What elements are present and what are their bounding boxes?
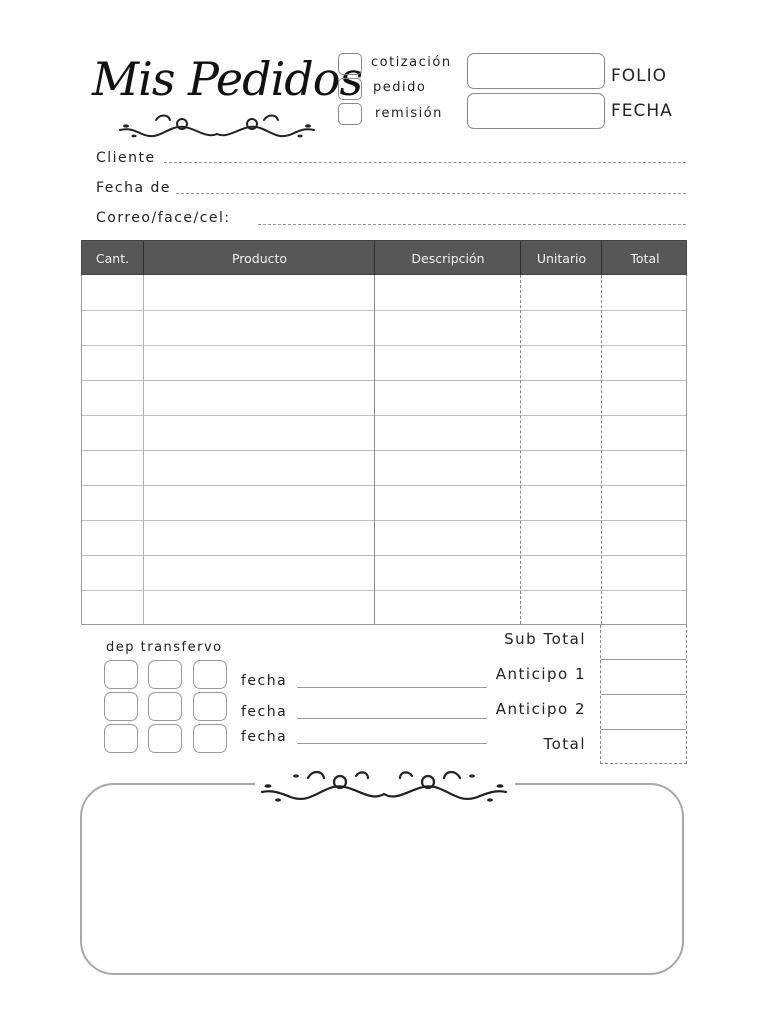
payment-checkbox[interactable] <box>148 724 182 753</box>
table-row <box>82 415 686 416</box>
payment-fecha-line[interactable] <box>297 687 487 688</box>
column-header-cant: Cant. <box>95 251 130 266</box>
flourish-ornament-icon <box>256 764 512 810</box>
table-row <box>82 450 686 451</box>
table-row <box>82 485 686 486</box>
total-label: Total <box>543 735 586 753</box>
cliente-label: Cliente <box>96 150 156 166</box>
table-row <box>82 555 686 556</box>
payment-fecha-line[interactable] <box>297 718 487 719</box>
payment-fecha-label: fecha <box>241 704 288 720</box>
payment-checkbox[interactable] <box>148 660 182 689</box>
payment-checkbox[interactable] <box>104 660 138 689</box>
folio-label: FOLIO <box>611 66 668 86</box>
payment-checkbox[interactable] <box>193 660 227 689</box>
pedido-checkbox[interactable] <box>338 78 362 100</box>
payment-checkbox[interactable] <box>148 692 182 721</box>
column-header-producto: Producto <box>143 241 375 276</box>
fecha-label: FECHA <box>611 101 673 121</box>
anticipo2-label: Anticipo 2 <box>495 700 586 718</box>
cliente-line[interactable] <box>164 162 686 163</box>
payment-checkbox[interactable] <box>104 692 138 721</box>
column-header-unitario: Unitario <box>520 241 602 276</box>
totals-row <box>601 729 686 730</box>
column-divider <box>601 275 602 624</box>
payment-checkbox[interactable] <box>193 692 227 721</box>
column-header-descripcion: Descripción <box>374 241 521 276</box>
cotizacion-label: cotización <box>371 55 452 70</box>
payment-fecha-label: fecha <box>241 729 288 745</box>
contacto-label: Correo/face/cel: <box>96 210 231 226</box>
column-divider <box>374 275 375 624</box>
contacto-line[interactable] <box>258 224 686 225</box>
totals-column[interactable] <box>600 625 687 764</box>
fecha-input[interactable] <box>467 93 605 129</box>
totals-row <box>601 694 686 695</box>
pedido-label: pedido <box>373 80 427 95</box>
order-table-body[interactable] <box>81 275 687 625</box>
remision-label: remisión <box>375 106 443 121</box>
payment-checkbox[interactable] <box>193 724 227 753</box>
column-header-total: Total <box>601 241 688 276</box>
payment-title: dep transfervo <box>106 640 223 655</box>
column-divider <box>143 275 144 624</box>
flourish-ornament-icon <box>112 110 322 144</box>
fecha-de-line[interactable] <box>176 193 686 194</box>
remision-checkbox[interactable] <box>338 103 362 125</box>
table-row <box>82 590 686 591</box>
totals-row <box>601 659 686 660</box>
anticipo1-label: Anticipo 1 <box>495 665 586 683</box>
payment-checkbox[interactable] <box>104 724 138 753</box>
table-header <box>81 240 687 275</box>
table-row <box>82 345 686 346</box>
table-row <box>82 520 686 521</box>
table-row <box>82 310 686 311</box>
column-divider <box>520 275 521 624</box>
subtotal-label: Sub Total <box>504 630 586 648</box>
cotizacion-checkbox[interactable] <box>338 53 362 75</box>
table-row <box>82 380 686 381</box>
payment-fecha-line[interactable] <box>297 743 487 744</box>
fecha-de-label: Fecha de <box>96 180 171 196</box>
notes-box[interactable] <box>80 783 684 975</box>
folio-input[interactable] <box>467 53 605 89</box>
payment-fecha-label: fecha <box>241 673 288 689</box>
page-title: Mis Pedidos <box>92 52 363 106</box>
